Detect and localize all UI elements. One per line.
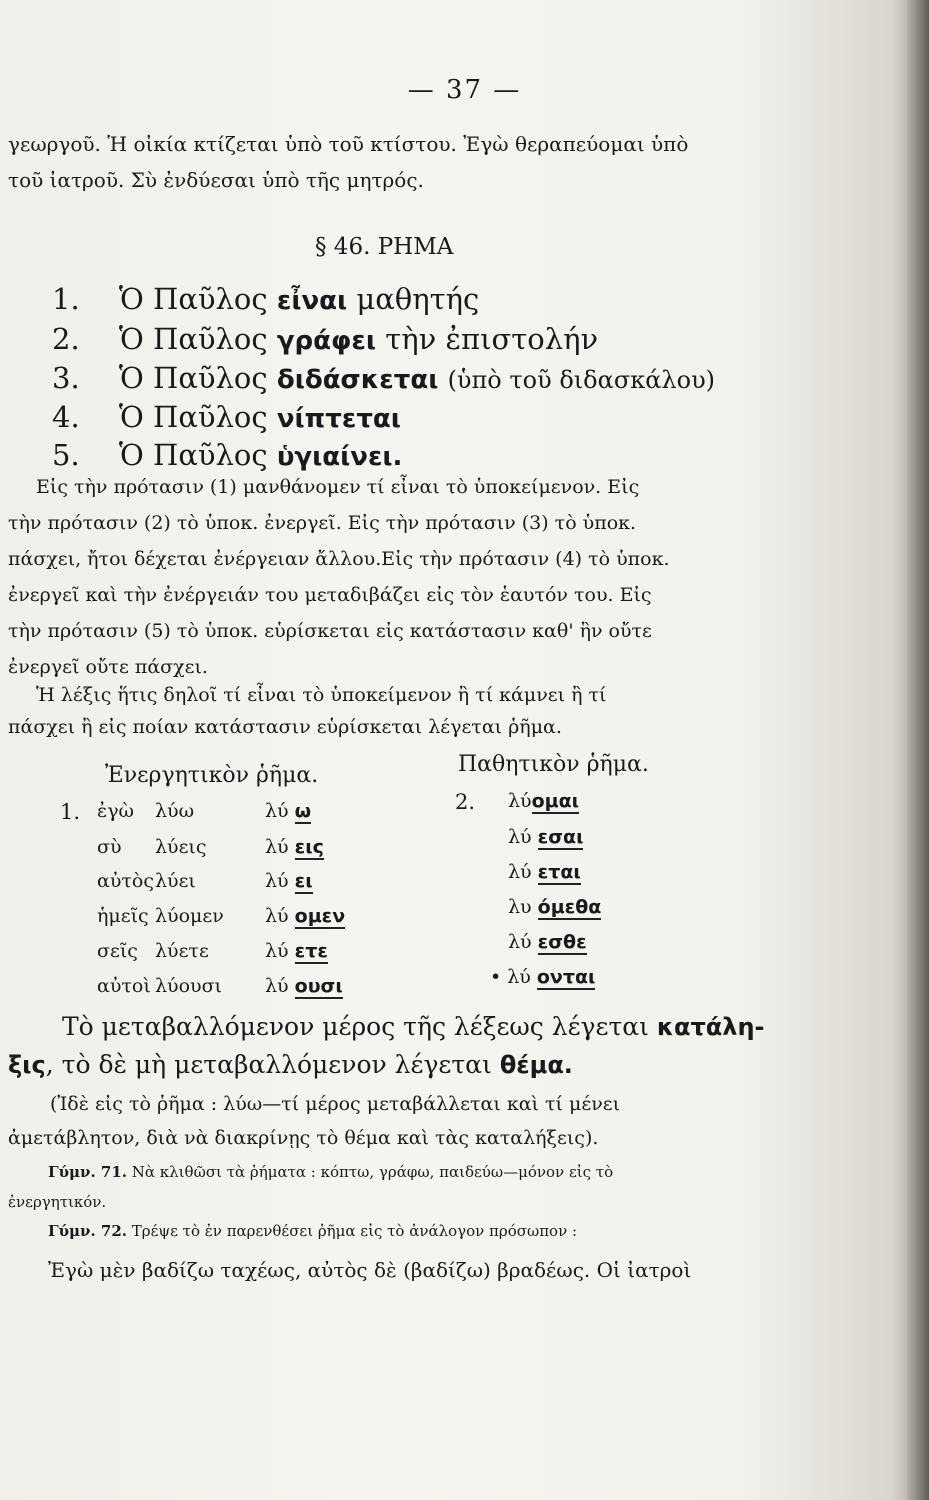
rule-line-1 (62, 1012, 765, 1041)
rule-text: Τὸ μεταβαλλόμενον μέρος τῆς λέξεως λέγεται (62, 1012, 649, 1041)
book-spine-shadow (907, 0, 929, 1500)
verb-stem: λύ (265, 905, 289, 927)
verb-ending: εσθε (537, 931, 587, 953)
active-voice-heading: Ἐνεργητικὸν ῥῆμα. (105, 763, 319, 788)
rule-term-ending: κατάλη- (656, 1013, 765, 1041)
example-subject: Ὁ Παῦλος (118, 322, 268, 356)
exercise-72 (48, 1222, 577, 1240)
verb-ending: εσαι (537, 826, 584, 848)
verb-stem: λύ (265, 940, 289, 962)
verb-form: λύεις (155, 836, 207, 858)
explanation-line: τὴν πρότασιν (5) τὸ ὑποκ. εὑρίσκεται εἰς κατάστασιν καθ' ἣν οὔτε (8, 620, 652, 642)
verb-ending: όμεθα (537, 896, 602, 918)
exercise-text: Νὰ κλιθῶσι τὰ ῥήματα : κόπτω, γράφω, παιδεύω—μόνον εἰς τὸ (131, 1163, 614, 1181)
verb-stem: λύ (508, 790, 532, 812)
verb-ending: ομαι (531, 790, 580, 812)
explanation-line: ἐνεργεῖ καὶ τὴν ἐνέργειάν του μεταδιβάζει εἰς τὸν ἑαυτόν του. Εἰς (8, 584, 652, 606)
example-verb: νίπτεται (276, 404, 401, 434)
verb-form: λύουσι (155, 975, 223, 997)
paradigm-row (508, 826, 583, 848)
example-verb: γράφει (276, 326, 376, 356)
verb-stem: λύ (508, 931, 532, 953)
verb-ending: ονται (536, 966, 596, 988)
verb-stem: λύ (507, 966, 531, 988)
example-verb: διδάσκεται (276, 365, 439, 395)
exercise-text: Τρέψε τὸ ἐν παρενθέσει ῥῆμα εἰς τὸ ἀνάλογον πρόσωπον : (131, 1222, 578, 1240)
example-rest: μαθητής (356, 282, 480, 316)
explanation-line: ἐνεργεῖ οὔτε πάσχει. (8, 656, 208, 678)
note-line: ἀμετάβλητον, διὰ νὰ διακρίνῃς τὸ θέμα καὶ τὰς καταλήξεις). (8, 1127, 599, 1149)
passive-voice-heading: Παθητικὸν ῥῆμα. (458, 752, 649, 777)
verb-stem: λύ (265, 975, 289, 997)
definition-line: πάσχει ἢ εἰς ποίαν κατάστασιν εὑρίσκεται λέγεται ῥῆμα. (8, 716, 562, 738)
example-sentence (52, 282, 479, 316)
note-line: (Ἰδὲ εἰς τὸ ῥῆμα : λύω—τί μέρος μεταβάλλεται καὶ τί μένει (50, 1093, 621, 1115)
verb-ending: εις (294, 836, 324, 858)
verb-stem: λύ (508, 861, 532, 883)
example-verb: ὑγιαίνει. (276, 442, 403, 472)
verb-ending: εται (537, 861, 581, 883)
paradigm-row (508, 896, 601, 918)
explanation-line: τὴν πρότασιν (2) τὸ ὑποκ. ἐνεργεῖ. Εἰς τὴν πρότασιν (3) τὸ ὑποκ. (8, 512, 637, 534)
exercise-label: Γύμν. 71. (48, 1163, 127, 1181)
pronoun: αὐτοὶ (97, 975, 151, 997)
paradigm-row (97, 905, 345, 927)
pronoun: σὺ (97, 836, 122, 858)
verb-form: λύομεν (155, 905, 224, 927)
example-rest: (ὑπὸ τοῦ διδασκάλου) (447, 366, 716, 394)
example-subject: Ὁ Παῦλος (118, 282, 268, 316)
paradigm-row (508, 931, 587, 953)
example-subject: Ὁ Παῦλος (118, 361, 268, 395)
section-heading: § 46. ΡΗΜΑ (315, 234, 454, 260)
verb-ending: ετε (294, 940, 328, 962)
example-number: 4. (52, 400, 80, 434)
paradigm-row (490, 966, 595, 988)
example-number: 2. (52, 322, 80, 356)
bullet-mark: • (490, 966, 502, 988)
verb-stem: λύ (265, 870, 289, 892)
example-sentence (52, 400, 401, 434)
example-number: 1. (52, 282, 80, 316)
rule-text: , τὸ δὲ μὴ μεταβαλλόμενον λέγεται (45, 1050, 492, 1079)
example-number: 5. (52, 438, 80, 472)
example-number: 3. (52, 361, 80, 395)
passive-paradigm-number: 2. (455, 790, 476, 814)
verb-ending: ω (294, 800, 312, 822)
example-sentence (52, 361, 715, 395)
example-verb: εἶναι (276, 286, 348, 316)
verb-stem: λύ (265, 800, 289, 822)
verb-ending: ουσι (294, 975, 343, 997)
paradigm-row (97, 870, 313, 892)
pronoun: αὐτὸς (97, 870, 154, 892)
pronoun: σεῖς (97, 940, 138, 962)
verb-stem: λύ (265, 836, 289, 858)
exercise-72-line: Ἐγὼ μὲν βαδίζω ταχέως, αὐτὸς δὲ (βαδίζω) βραδέως. Οἱ ἰατροὶ (48, 1258, 692, 1282)
explanation-line: Εἰς τὴν πρότασιν (1) μανθάνομεν τί εἶναι τὸ ὑποκείμενον. Εἰς (36, 476, 640, 498)
paradigm-row (508, 861, 581, 883)
rule-term-ending-cont: ξις (8, 1051, 46, 1079)
example-subject: Ὁ Παῦλος (118, 438, 268, 472)
exercise-71 (48, 1163, 613, 1181)
paradigm-row (508, 790, 579, 812)
explanation-line: πάσχει, ἤτοι δέχεται ἐνέργειαν ἄλλου.Εἰς τὴν πρότασιν (4) τὸ ὑποκ. (8, 548, 670, 570)
intro-line-1: γεωργοῦ. Ἡ οἰκία κτίζεται ὑπὸ τοῦ κτίστου. Ἐγὼ θεραπεύομαι ὑπὸ (8, 132, 689, 156)
example-sentence (52, 322, 598, 356)
intro-line-2: τοῦ ἰατροῦ. Σὺ ἐνδύεσαι ὑπὸ τῆς μητρός. (8, 168, 424, 192)
rule-term-stem: θέμα. (499, 1051, 573, 1079)
exercise-71-continued: ἐνεργητικόν. (8, 1193, 107, 1211)
example-sentence (52, 438, 402, 472)
example-subject: Ὁ Παῦλος (118, 400, 268, 434)
example-rest: τὴν ἐπιστολήν (385, 322, 599, 356)
verb-form: λύω (155, 800, 195, 822)
rule-line-2 (8, 1050, 573, 1079)
page-number: — 37 — (407, 75, 522, 105)
paradigm-row (97, 940, 328, 962)
verb-ending: ει (294, 870, 313, 892)
pronoun: ἐγὼ (97, 800, 135, 822)
verb-ending: ομεν (294, 905, 346, 927)
verb-form: λύει (155, 870, 196, 892)
verb-stem: λύ (508, 826, 532, 848)
paradigm-row (97, 836, 324, 858)
pronoun: ἡμεῖς (97, 905, 149, 927)
paradigm-row (97, 975, 343, 997)
verb-form: λύετε (155, 940, 209, 962)
exercise-label: Γύμν. 72. (48, 1222, 127, 1240)
active-paradigm-number: 1. (60, 800, 81, 824)
definition-line: Ἡ λέξις ἥτις δηλοῖ τί εἶναι τὸ ὑποκείμενον ἢ τί κάμνει ἢ τί (36, 684, 607, 706)
verb-stem: λυ (508, 896, 532, 918)
paradigm-row (97, 800, 311, 822)
